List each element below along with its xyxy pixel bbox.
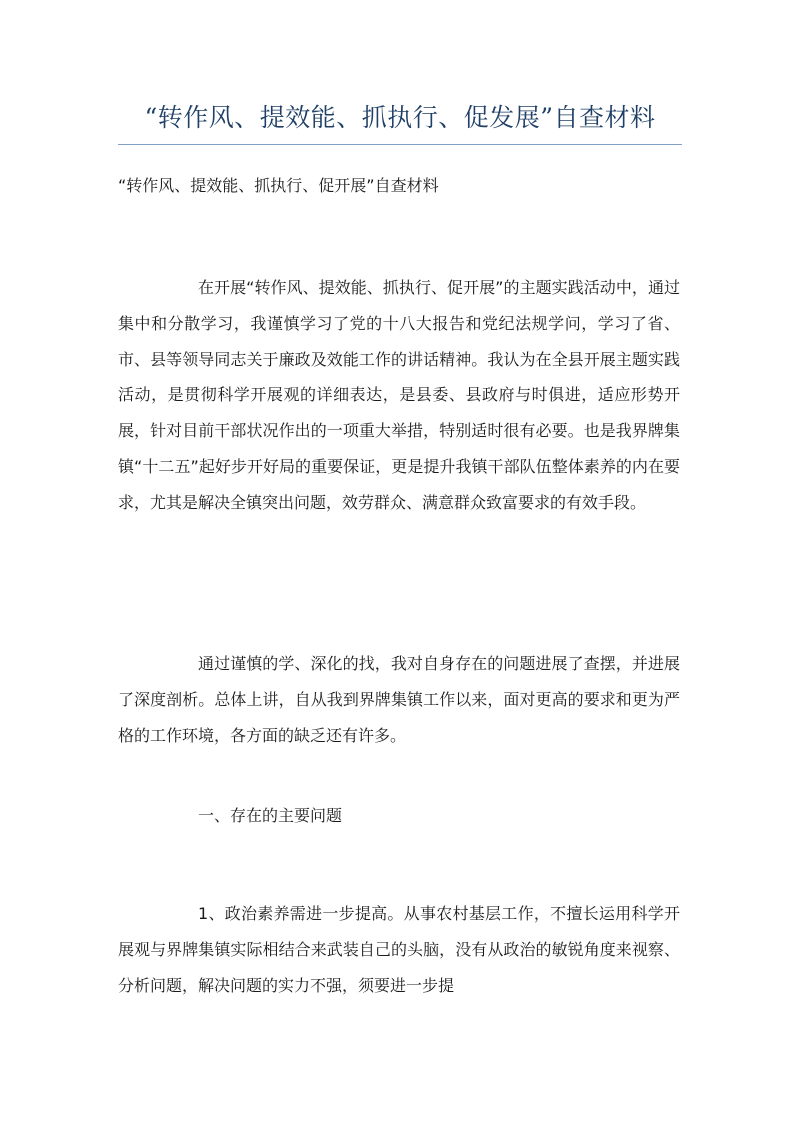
title-underline: [118, 144, 682, 145]
intro-paragraph: 在开展“转作风、提效能、抓执行、促开展”的主题实践活动中，通过集中和分散学习，我谨慎学习了党的十八大报告和党纪法规学问，学习了省、市、县等领导同志关于廉政及效能工作的讲话精神。我认为在全县开展主题实践活动，是贯彻科学开展观的详细表达，是县委、县政府与时俱进，适应形势开展，针对目前干部状况作出的一项重大举措，特别适时很有必要。也是我界牌集镇“十二五”起好步开好局的重要保证，更是提升我镇干部队伍整体素养的内在要求，尤其是解决全镇突出问题，效劳群众、满意群众致富要求的有效手段。: [118, 278, 680, 512]
document-subtitle: “转作风、提效能、抓执行、促开展”自查材料: [118, 176, 439, 195]
section-heading: 一、存在的主要问题: [198, 806, 343, 825]
list-item-political-quality: 1、政治素养需进一步提高。从事农村基层工作，不擅长运用科学开展观与界牌集镇实际相结合来武装自己的头脑，没有从政治的敏锐角度来视察、分析问题，解决问题的实力不强，须要进一步提: [118, 904, 680, 995]
self-check-paragraph: 通过谨慎的学、深化的找，我对自身存在的问题进展了查摆，并进展了深度剖析。总体上讲，自从我到界牌集镇工作以来，面对更高的要求和更为严格的工作环境，各方面的缺乏还有许多。: [118, 654, 680, 745]
document-title: “转作风、提效能、抓执行、促发展”自查材料: [144, 103, 656, 132]
